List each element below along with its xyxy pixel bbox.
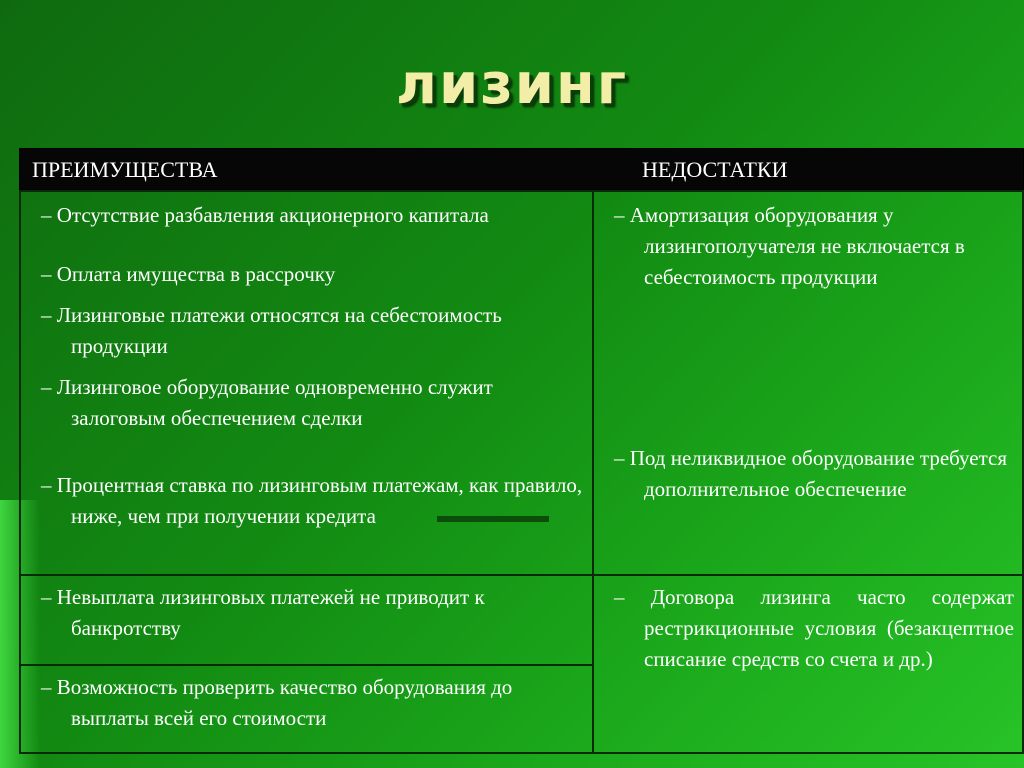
list-item: – Договора лизинга часто содержат рестрикционные условия (безакцептное списание средств со счета и др.) — [614, 585, 1014, 671]
header-advantages: ПРЕИМУЩЕСТВА — [32, 157, 218, 182]
table-header — [19, 148, 1024, 190]
disadvantages-cell-1 — [592, 190, 1024, 576]
list-item: – Процентная ставка по лизинговым платежам, как правило, ниже, чем при получении кредита — [41, 473, 583, 528]
list-item: – Невыплата лизинговых платежей не приводит к банкротству — [41, 585, 485, 640]
decorative-stripe — [437, 516, 549, 522]
list-item: – Под неликвидное оборудование требуется дополнительное обеспечение — [614, 446, 1008, 501]
list-item: – Лизинговые платежи относятся на себестоимость продукции — [41, 303, 502, 358]
list-item: – Лизинговое оборудование одновременно служит залоговым обеспечением сделки — [41, 375, 493, 430]
header-disadvantages: НЕДОСТАТКИ — [642, 157, 788, 182]
list-item: – Оплата имущества в рассрочку — [41, 262, 336, 286]
comparison-table — [19, 148, 1024, 754]
list-item: – Возможность проверить качество оборудования до выплаты всей его стоимости — [41, 675, 513, 730]
advantages-cell-3 — [19, 664, 594, 754]
list-item: – Амортизация оборудования у лизингополучателя не включается в себестоимость продукции — [614, 203, 965, 289]
disadvantages-cell-2 — [592, 574, 1024, 754]
advantages-cell-2 — [19, 574, 594, 666]
list-item: – Отсутствие разбавления акционерного капитала — [41, 203, 489, 227]
slide-title: лизинг — [396, 52, 628, 117]
